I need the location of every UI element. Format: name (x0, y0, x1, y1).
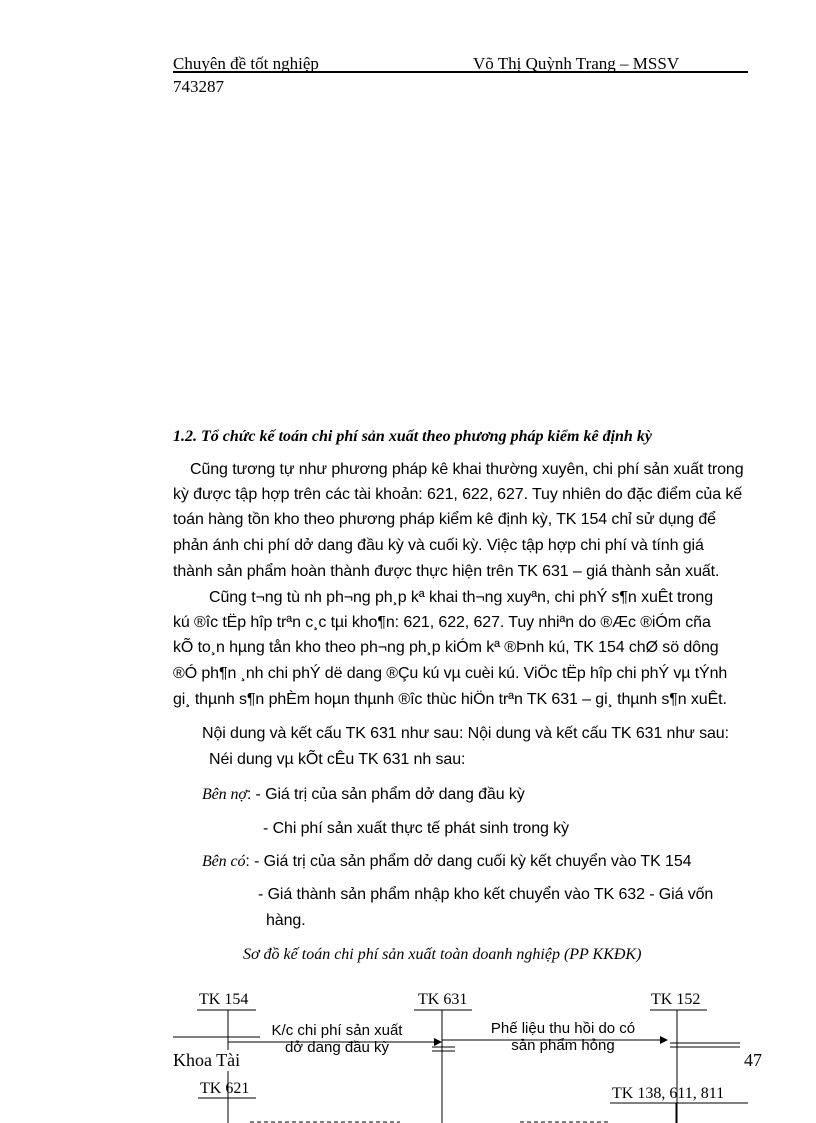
debit-item: : - Giá trị của sản phẩm dở dang đầu kỳ (246, 786, 525, 803)
credit-item: : - Giá trị của sản phẩm dở dang cuối kỳ kết chuyển vào TK 154 (245, 853, 692, 870)
arrow2-label-line2: sản phẩm hỏng (511, 1037, 615, 1054)
arrowhead (660, 1036, 668, 1044)
account-tk152: TK 152 (651, 991, 701, 1008)
arrow1-label-line2: dở dang đầu kỳ (284, 1039, 390, 1056)
account-tk138: TK 138, 611, 811 (612, 1085, 725, 1102)
arrow1-label-line1: K/c chi phí sản xuất (271, 1022, 403, 1039)
credit-label: Bên có (202, 853, 246, 870)
credit-item: hàng. (266, 912, 306, 929)
garbled-line: Cũng t¬ng tù nh ph¬ng ph¸p kª khai th¬ng xuyªn, chi phÝ s¶n xuÊt trong (209, 589, 713, 606)
header-author: Võ Thị Quỳnh Trang – MSSV (473, 54, 680, 73)
arrow2-label-line1: Phế liệu thu hồi do có (490, 1020, 636, 1037)
page-number: 47 (744, 1050, 762, 1070)
student-id: 743287 (173, 77, 224, 96)
garbled-line: kú ®îc tËp hîp trªn c¸c tµi kho¶n: 621, 622, 627. Tuy nhiªn do ®Æc ®iÓm cña (173, 614, 711, 631)
header-title: Chuyên đề tốt nghiệp (173, 54, 319, 73)
account-tk631: TK 631 (418, 991, 468, 1008)
footer-faculty: Khoa Tài (173, 1050, 241, 1070)
paragraph-line: kỳ được tập hợp trên các tài khoản: 621, 622, 627. Tuy nhiên do đặc điểm của kế (173, 486, 743, 503)
content-intro: Nội dung và kết cấu TK 631 như sau: Nội dung và kết cấu TK 631 như sau: (202, 725, 729, 742)
arrowhead (434, 1038, 442, 1046)
diagram-caption: Sơ đồ kế toán chi phí sản xuất toàn doanh nghiệp (PP KKĐK) (243, 946, 642, 963)
debit-item: - Chi phí sản xuất thực tế phát sinh trong kỳ (263, 820, 569, 837)
paragraph-line: phản ánh chi phí dở dang đầu kỳ và cuối kỳ. Việc tập hợp chi phí và tính giá (173, 537, 704, 554)
arrow1-label (262, 1023, 412, 1055)
paragraph-line: toán hàng tồn kho theo phương pháp kiểm kê định kỳ, TK 154 chỉ sử dụng để (173, 511, 716, 528)
content-intro-garbled: Néi dung vµ kÕt cÊu TK 631 nh sau: (209, 751, 466, 768)
paragraph-line: Cũng tương tự như phương pháp kê khai thường xuyên, chi phí sản xuất trong (190, 461, 744, 478)
garbled-line: ®Ó ph¶n ¸nh chi phÝ dë dang ®Çu kú vµ cuèi kú. ViÖc tËp hîp chi phÝ vµ tÝnh (173, 665, 728, 682)
arrow2-label (478, 1021, 648, 1053)
garbled-line: kÕ to¸n hµng tån kho theo ph¬ng ph¸p kiÓm kª ®Þnh kú, TK 154 chØ sö dông (173, 639, 719, 656)
account-tk621: TK 621 (200, 1080, 250, 1097)
section-heading: 1.2. Tổ chức kế toán chi phí sản xuất theo phương pháp kiểm kê định kỳ (173, 428, 652, 445)
debit-label: Bên nợ (202, 786, 247, 803)
garbled-line: gi¸ thµnh s¶n phÈm hoµn thµnh ®îc thùc hiÖn trªn TK 631 – gi¸ thµnh s¶n xuÊt. (173, 691, 727, 708)
paragraph-line: thành sản phẩm hoàn thành được thực hiện trên TK 631 – giá thành sản xuất. (173, 563, 720, 580)
credit-item: - Giá thành sản phẩm nhập kho kết chuyển vào TK 632 - Giá vốn (258, 886, 714, 903)
account-tk154: TK 154 (199, 991, 249, 1008)
